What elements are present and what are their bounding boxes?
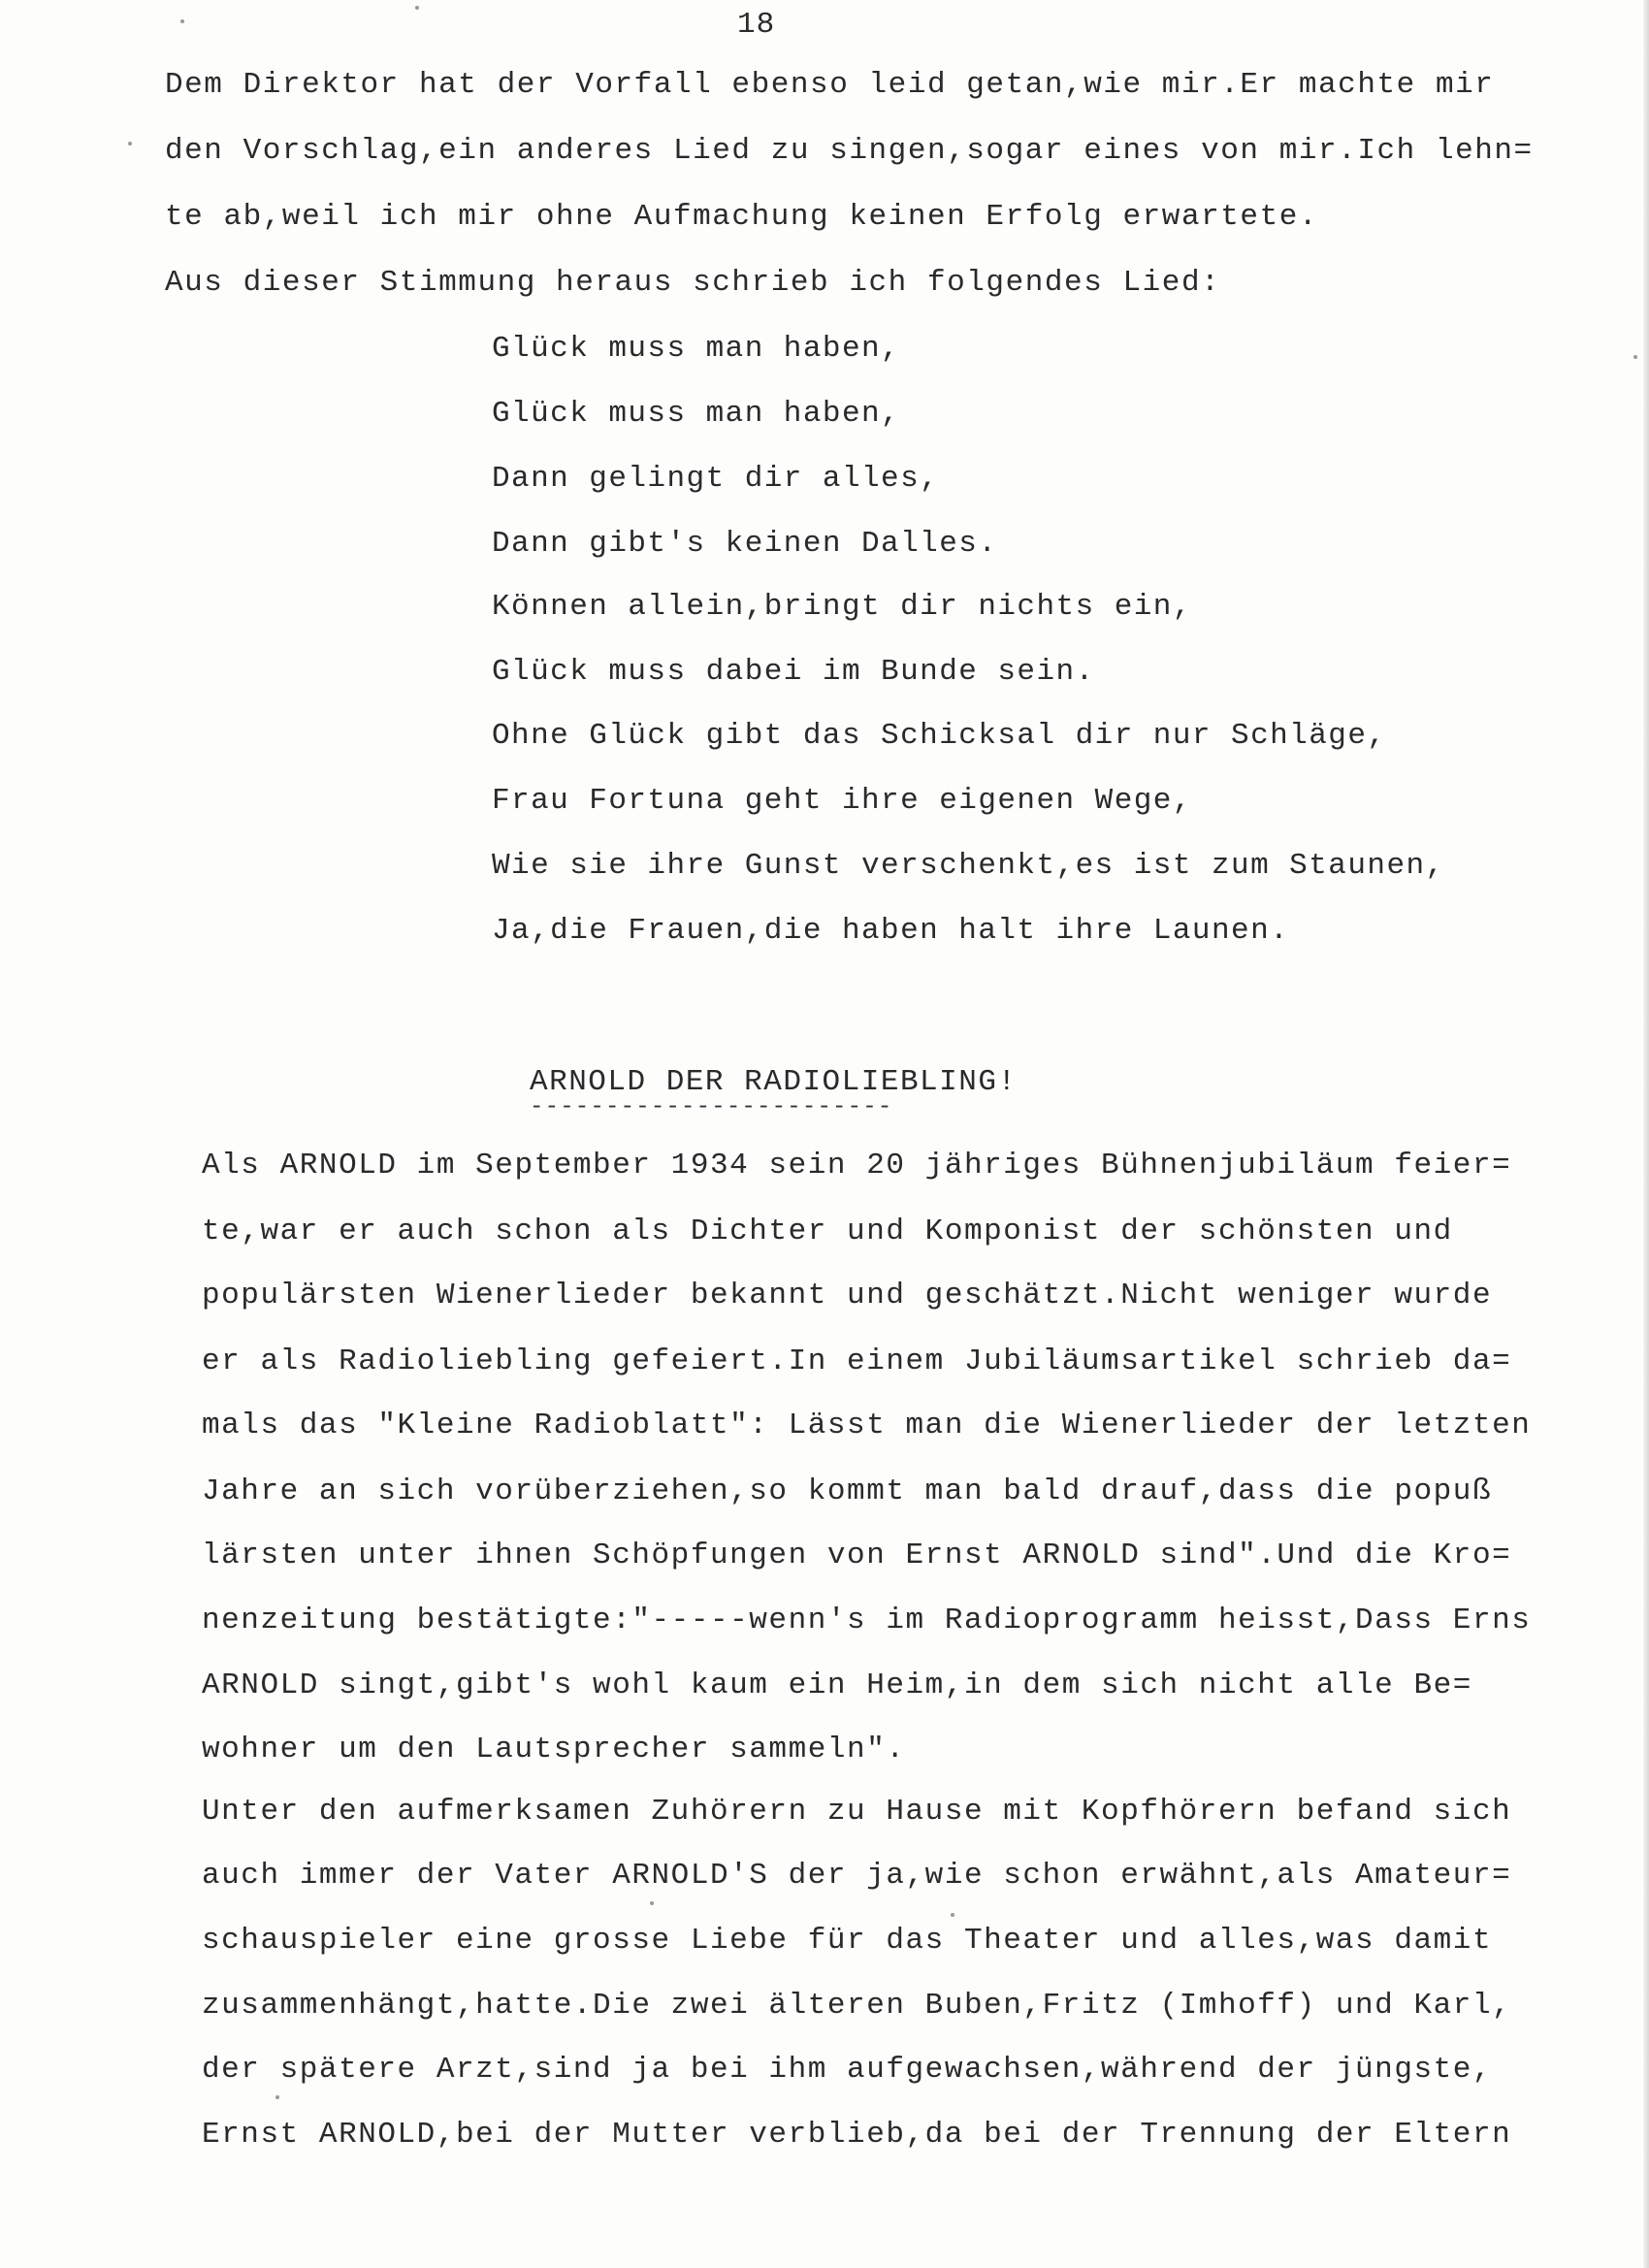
heading-underline: ------------------------ [530,1094,893,1120]
text-line: auch immer der Vater ARNOLD'S der ja,wie schon erwähnt,als Amateur= [202,1859,1512,1893]
text-line: den Vorschlag,ein anderes Lied zu singen,sogar eines von mir.Ich lehn= [165,134,1534,168]
paper-speck [415,6,419,10]
paper-speck [128,142,132,146]
text-line: Dem Direktor hat der Vorfall ebenso leid getan,wie mir.Er machte mir [165,68,1495,102]
paper-speck [1633,355,1637,359]
poem-line: Glück muss man haben, [492,397,901,431]
paper-speck [951,1913,954,1917]
poem-line: Ohne Glück gibt das Schicksal dir nur Schläge, [492,719,1387,753]
poem-line: Glück muss dabei im Bunde sein. [492,655,1095,689]
poem-line: Können allein,bringt dir nichts ein, [492,590,1192,624]
paper-speck [650,1901,654,1905]
text-line: nenzeitung bestätigte:"-----wenn's im Radioprogramm heisst,Dass Erns [202,1604,1532,1637]
text-line: Unter den aufmerksamen Zuhörern zu Hause mit Kopfhörern befand sich [202,1795,1512,1829]
poem-line: Ja,die Frauen,die haben halt ihre Launen. [492,914,1290,948]
text-line: Aus dieser Stimmung heraus schrieb ich folgendes Lied: [165,266,1221,300]
text-line: Ernst ARNOLD,bei der Mutter verblieb,da bei der Trennung der Eltern [202,2118,1512,2152]
paper-speck [180,19,184,23]
section-heading: ARNOLD DER RADIOLIEBLING! [530,1065,1018,1099]
page-number: 18 [737,8,776,42]
text-line: Als ARNOLD im September 1934 sein 20 jähriges Bühnenjubiläum feier= [202,1149,1512,1183]
text-line: te,war er auch schon als Dichter und Komponist der schönsten und [202,1215,1453,1248]
text-line: te ab,weil ich mir ohne Aufmachung keinen Erfolg erwartete. [165,200,1319,234]
text-line: wohner um den Lautsprecher sammeln". [202,1733,906,1766]
text-line: zusammenhängt,hatte.Die zwei älteren Buben,Fritz (Imhoff) und Karl, [202,1989,1512,2023]
poem-line: Glück muss man haben, [492,332,901,366]
paper-speck [275,2095,279,2099]
text-line: der spätere Arzt,sind ja bei ihm aufgewachsen,während der jüngste, [202,2053,1493,2087]
text-line: schauspieler eine grosse Liebe für das Theater und alles,was damit [202,1924,1493,1958]
text-line: er als Radioliebling gefeiert.In einem Jubiläumsartikel schrieb da= [202,1345,1512,1378]
text-line: ARNOLD singt,gibt's wohl kaum ein Heim,in dem sich nicht alle Be= [202,1669,1472,1702]
text-line: populärsten Wienerlieder bekannt und geschätzt.Nicht weniger wurde [202,1279,1493,1312]
poem-line: Dann gibt's keinen Dalles. [492,527,998,561]
paper-edge [1643,0,1649,2268]
poem-line: Dann gelingt dir alles, [492,462,940,496]
poem-line: Frau Fortuna geht ihre eigenen Wege, [492,784,1192,818]
poem-line: Wie sie ihre Gunst verschenkt,es ist zum Staunen, [492,849,1445,883]
text-line: Jahre an sich vorüberziehen,so kommt man bald drauf,dass die popuß [202,1474,1493,1508]
text-line: lärsten unter ihnen Schöpfungen von Ernst ARNOLD sind".Und die Kro= [202,1539,1512,1572]
text-line: mals das "Kleine Radioblatt": Lässt man die Wienerlieder der letzten [202,1409,1532,1442]
